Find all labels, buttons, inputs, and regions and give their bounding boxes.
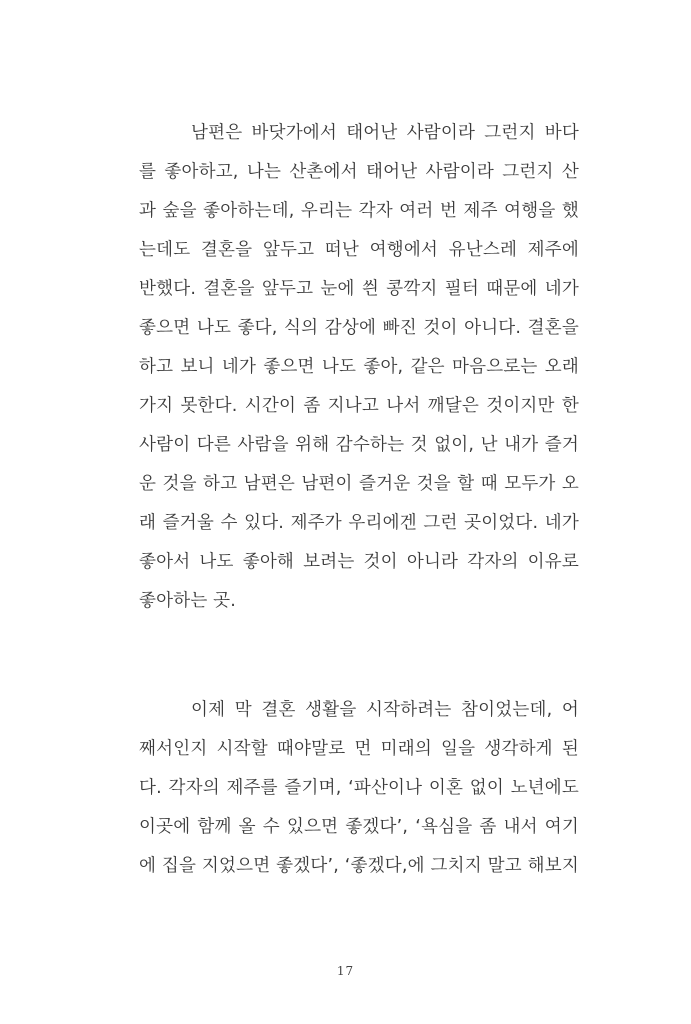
text-line: 째서인지 시작할 때야말로 먼 미래의 일을 생각하게 된: [139, 739, 579, 759]
text-line: 는데도 결혼을 앞두고 떠난 여행에서 유난스레 제주에: [139, 240, 579, 260]
text-line: 사람이 다른 사람을 위해 감수하는 것 없이, 난 내가 즐거: [139, 435, 579, 455]
text-line: 에 집을 지었으면 좋겠다’, ‘좋겠다,에 그치지 말고 해보지: [139, 856, 579, 876]
paragraph-1: [139, 114, 579, 621]
page-number: 17: [336, 964, 355, 978]
text-line: 를 좋아하고, 나는 산촌에서 태어난 사람이라 그런지 산: [139, 162, 579, 182]
text-line: 남편은 바닷가에서 태어난 사람이라 그런지 바다: [191, 123, 579, 143]
text-line: 이곳에 함께 올 수 있으면 좋겠다’, ‘욕심을 좀 내서 여기: [139, 817, 579, 837]
text-line: 좋아하는 곳.: [139, 591, 237, 611]
text-line: 이제 막 결혼 생활을 시작하려는 참이었는데, 어: [191, 700, 579, 720]
text-line: 가지 못한다. 시간이 좀 지나고 나서 깨달은 것이지만 한: [139, 396, 579, 416]
text-line: 다. 각자의 제주를 즐기며, ‘파산이나 이혼 없이 노년에도: [139, 778, 579, 798]
text-line: 좋아서 나도 좋아해 보려는 것이 아니라 각자의 이유로: [139, 552, 579, 572]
text-line: 좋으면 나도 좋다, 식의 감상에 빠진 것이 아니다. 결혼을: [139, 318, 579, 338]
text-line: 래 즐거울 수 있다. 제주가 우리에겐 그런 곳이었다. 네가: [139, 513, 579, 533]
text-line: 하고 보니 네가 좋으면 나도 좋아, 같은 마음으로는 오래: [139, 357, 579, 377]
paragraph-2: [139, 691, 579, 886]
text-line: 반했다. 결혼을 앞두고 눈에 씐 콩깍지 필터 때문에 네가: [139, 279, 579, 299]
text-line: 과 숲을 좋아하는데, 우리는 각자 여러 번 제주 여행을 했: [139, 201, 579, 221]
text-line: 운 것을 하고 남편은 남편이 즐거운 것을 할 때 모두가 오: [139, 474, 579, 494]
